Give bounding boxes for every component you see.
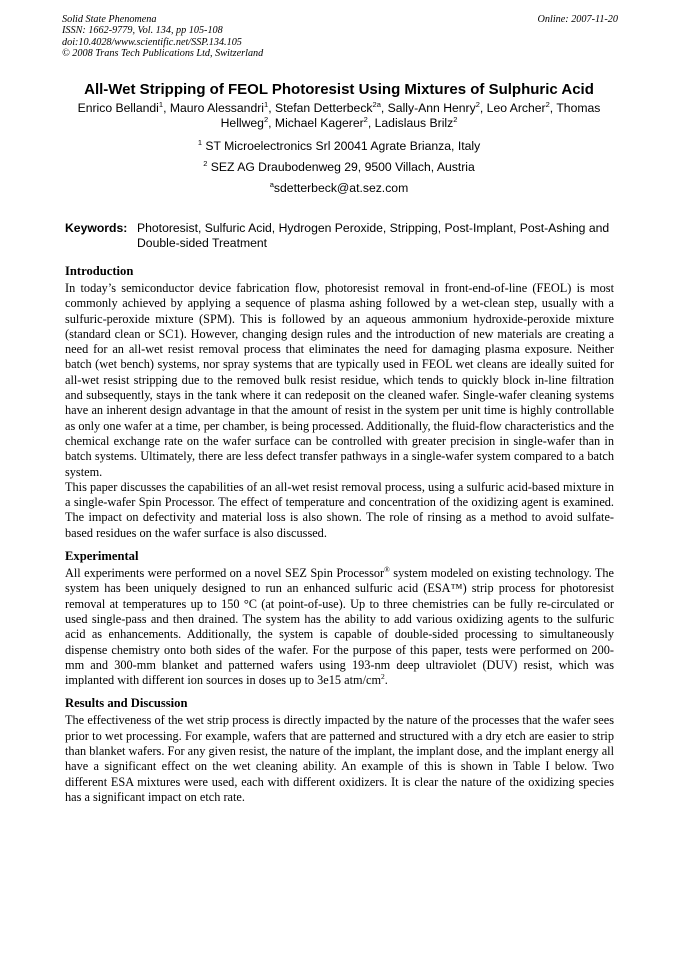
results-paragraph-1: The effectiveness of the wet strip process is directly impacted by the nature of the processes that the wafer sees prior to wet processing. For example, wafers that are patterned and structured with a dry etch are easier to strip than blanket wafers. For any given resist, the nature of the implant, the implant dose, and the implant energy all have a significant effect on the wet cleaning ability. An example of this is shown in Table I below. Two different ESA mixtures were used, each with different oxidizers. It is clear the nature of the oxidizing species has a significant impact on etch rate. xyxy=(65,713,614,804)
affiliation-1 xyxy=(0,139,678,153)
author xyxy=(375,116,458,130)
email-text: sdetterbeck@at.sez.com xyxy=(273,181,409,195)
affil-text: ST Microelectronics Srl 20041 Agrate Brianza, Italy xyxy=(201,139,481,153)
author-separator: , xyxy=(549,101,557,115)
affiliation-2 xyxy=(0,160,678,174)
author-name: Sally-Ann Henry xyxy=(387,101,476,115)
author-affil-mark: 2 xyxy=(545,100,550,109)
section-heading-experimental: Experimental xyxy=(65,549,139,564)
author-name: Michael Kagerer xyxy=(274,116,364,130)
author xyxy=(388,101,487,115)
author-name: Ladislaus Brilz xyxy=(374,116,454,130)
paper-title: All-Wet Stripping of FEOL Photoresist Using Mixtures of Sulphuric Acid xyxy=(84,81,594,98)
author-affil-mark: 1 xyxy=(264,100,269,109)
author xyxy=(170,101,275,115)
author-affil-mark: 2 xyxy=(475,100,480,109)
experimental-text-b: system modeled on existing technology. The system has been uniquely designed to run an enhanced sulfuric acid (ESA™) strip process for photoresist removal at temperatures up to 150 °C (at point-of-use). Up to three chemistries can be fully re-circulated or used single-pass and then drained. The system has the ability to add various oxidizing agents to the sulfuric acid as enhancements. Additionally, the system is capable of double-sided processing to simultaneously dispense chemistry onto both sides of the wafer. For the purpose of this paper, tests were performed on 200-mm and 300-mm blanket and patterned wafers using 193-nm deep ultraviolet (DUV) resist, which was implanted with different ion sources in doses up to 3e15 atm/cm xyxy=(65,566,614,688)
keywords-block xyxy=(65,221,620,251)
journal-copyright: © 2008 Trans Tech Publications Ltd, Switzerland xyxy=(62,48,264,60)
journal-header xyxy=(62,14,618,60)
author-separator: , xyxy=(268,116,275,130)
author-separator: , xyxy=(367,116,375,130)
experimental-text-end: . xyxy=(384,673,388,688)
author-list xyxy=(60,101,618,131)
keywords-label: Keywords: xyxy=(65,221,128,235)
online-date: Online: 2007-11-20 xyxy=(537,14,618,25)
paper-body xyxy=(65,264,614,805)
author-separator: , xyxy=(268,101,275,115)
author-separator: , xyxy=(163,101,170,115)
experimental-paragraph-1 xyxy=(65,566,614,688)
author xyxy=(275,101,388,115)
author xyxy=(78,101,170,115)
author-name: Enrico Bellandi xyxy=(77,101,159,115)
journal-issn: ISSN: 1662-9779, Vol. 134, pp 105-108 xyxy=(62,25,223,37)
affil-mark: 2 xyxy=(203,159,208,168)
author-affil-mark: 2 xyxy=(453,115,458,124)
author-name: Leo Archer xyxy=(486,101,546,115)
journal-name: Solid State Phenomena xyxy=(62,14,157,25)
author-separator: , xyxy=(380,101,388,115)
author-affil-mark: 2 xyxy=(363,115,368,124)
author-name: Stefan Detterbeck xyxy=(274,101,373,115)
author-affil-mark: 1 xyxy=(158,100,164,109)
affil-mark: 1 xyxy=(197,138,202,147)
section-heading-introduction: Introduction xyxy=(65,264,134,278)
unit-superscript: 2 xyxy=(381,672,385,682)
author xyxy=(487,101,557,115)
section-heading-results: Results and Discussion xyxy=(65,696,188,711)
journal-doi: doi:10.4028/www.scientific.net/SSP.134.105 xyxy=(62,36,242,48)
author-name: Thomas Hellweg xyxy=(220,101,601,130)
keywords-text: Photoresist, Sulfuric Acid, Hydrogen Peroxide, Stripping, Post-Implant, Post-Ashing and Double-sided Treatment xyxy=(137,221,610,250)
affil-mark: a xyxy=(269,180,274,189)
author-separator: , xyxy=(479,101,487,115)
author xyxy=(275,116,375,130)
experimental-text-a: All experiments were performed on a novel SEZ Spin Processor xyxy=(65,566,385,581)
author-name: Mauro Alessandri xyxy=(169,101,265,115)
author-affil-mark: 2a xyxy=(372,100,381,109)
introduction-paragraph-2: This paper discusses the capabilities of an all-wet resist removal process, using a sulfuric acid-based mixture in a single-wafer Spin Processor. The effect of temperature and concentration of the oxidizing agent is examined. The impact on defectivity and material loss is also shown. The role of rinsing as a method to avoid sulfate-based residues on the wafer surface is also discussed. xyxy=(65,479,614,540)
introduction-paragraph-1: In today’s semiconductor device fabrication flow, photoresist removal in front-end-of-line (FEOL) is most commonly achieved by applying a sequence of plasma ashing followed by a wet-clean step, usually with a sulfuric-peroxide mixture (SPM). This is followed by an aqueous ammonium hydroxide-peroxide mixture (standard clean or SC1). However, changing design rules and the introduction of new materials are creating a need for an all-wet resist removal process that eliminates the need for damaging plasma exposure. Neither batch (wet bench) systems, nor spray systems that are typically used in FEOL wet cleans are ideally suited for all-wet resist stripping due to the removed bulk resist residue, which tends to quickly block in-line filtration and subsequently, stays in the tank where it can redeposit on the cleaned wafer. Single-wafer cleaning systems have an inherent design advantage in that the amount of resist in the system per unit time is highly controllable as only one wafer at a time, per chamber, is being processed. Additionally, the fluid-flow characteristics and the chemical exchange rate on the wafer surface can be controlled with greater precision in single-wafer than in batch systems. Ultimately, there are less defect transfer pathways in a single-wafer system compared to a batch system. xyxy=(65,281,614,479)
registered-mark: ® xyxy=(384,565,390,575)
affil-text: SEZ AG Draubodenweg 29, 9500 Villach, Austria xyxy=(207,160,475,174)
author-affil-mark: 2 xyxy=(263,115,269,124)
corresponding-email xyxy=(0,181,678,195)
